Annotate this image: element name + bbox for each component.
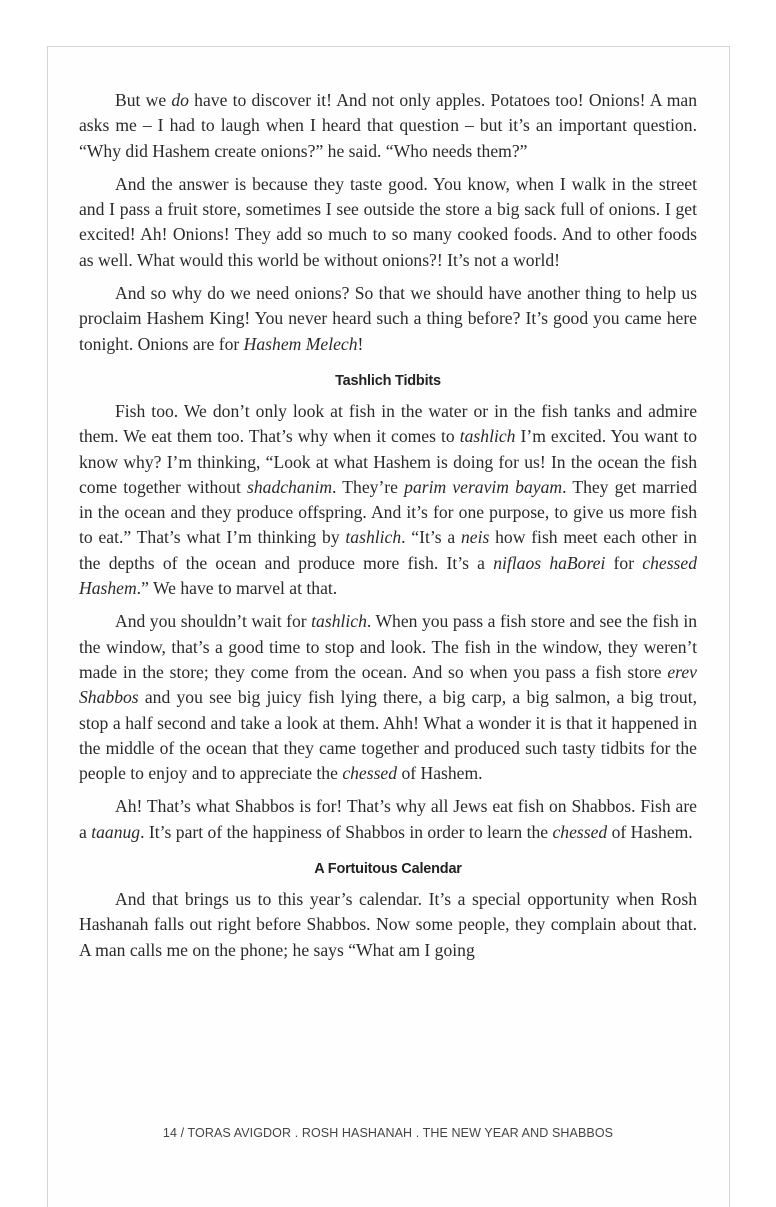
paragraph [79, 88, 697, 164]
italic-term: chessed [552, 821, 608, 842]
text-run: . They get married in the ocean and they produce offspring. And it’s for one purpose, to give us more fish to eat.” That’s what I’m thinking by [79, 476, 698, 548]
italic-term: shadchanim [247, 476, 333, 497]
text-run: And so why do we need onions? So that we should have another thing to help us proclaim Hashem King! You never heard such a thing before? It’s good you came here tonight. Onions are for [79, 283, 697, 354]
text-run: And you shouldn’t wait for [115, 611, 312, 632]
running-footer: 14 / TORAS AVIGDOR . ROSH HASHANAH . THE NEW YEAR AND SHABBOS [162, 1126, 614, 1140]
paragraph [79, 794, 697, 845]
text-run: But we [115, 90, 172, 110]
paragraph [79, 281, 697, 357]
italic-term: tashlich [459, 426, 516, 447]
italic-term: neis [460, 527, 490, 548]
paragraph [79, 172, 697, 273]
text-run: . When you pass a fish store and see the fish in the window, that’s a good time to stop and look. The fish in the window, they weren’t made in the store; they come from the ocean. And so when you pass a fish store [79, 611, 698, 682]
text-run: I’m excited. You want to know why? I’m thinking, “Look at what Hashem is doing for us! In the ocean the fish come together without [79, 426, 698, 497]
text-run: how fish meet each other in the depths of the ocean and produce more fish. It’s a [79, 527, 697, 573]
italic-term: Hashem Melech [243, 333, 358, 354]
text-run: have to discover it! And not only apples. Potatoes too! Onions! A man asks me – I had to laugh when I heard that question – but it’s an important question. “Why did Hashem create onions?” he said. “Who needs them?” [79, 90, 698, 161]
text-run: . It’s part of the happiness of Shabbos in order to learn the [140, 821, 553, 842]
text-run: Fish too. We don’t only look at fish in the water or in the fish tanks and admire them. We eat them too. That’s why when it comes to [79, 400, 697, 447]
text-run: ! [357, 333, 364, 354]
paragraph [79, 609, 697, 786]
page-body [79, 88, 697, 971]
italic-term: chessed Hashem [79, 552, 697, 599]
text-run: .” We have to marvel at that. [136, 578, 338, 599]
italic-term: erev Shabbos [79, 661, 697, 708]
section-heading: Tashlich Tidbits [335, 372, 441, 389]
italic-term: do [171, 90, 189, 110]
text-run: and you see big juicy fish lying there, a big carp, a big salmon, a big trout, stop a half second and take a look at them. Ahh! What a wonder it is that it happened in the middle of the ocean that they came together and produced such tasty tidbits for the people to enjoy and to appreciate the [79, 687, 697, 784]
text-run: of Hashem. [397, 763, 483, 784]
italic-term: chessed [342, 763, 398, 784]
paragraph [79, 887, 697, 963]
text-run: . “It’s a [401, 527, 461, 548]
text-run: Ah! That’s what Shabbos is for! That’s why all Jews eat fish on Shabbos. Fish are a [79, 796, 697, 842]
italic-term: tashlich [311, 611, 367, 632]
italic-term: tashlich [345, 527, 402, 548]
italic-term: niflaos haBorei [493, 552, 606, 573]
text-run: of Hashem. [607, 821, 693, 842]
text-run: And the answer is because they taste good. You know, when I walk in the street and I pass a fruit store, sometimes I see outside the store a big sack full of onions. I get excited! Ah! Onions! They add so much to so many cooked foods. And to other foods as well. What would this world be without onions?! It’s not a world! [79, 173, 697, 270]
text-run: . They’re [332, 476, 405, 497]
text-run: for [605, 552, 643, 573]
section-heading: A Fortuitous Calendar [314, 861, 462, 878]
italic-term: taanug [91, 821, 141, 842]
paragraph [79, 399, 697, 601]
italic-term: parim veravim bayam [404, 476, 563, 497]
text-run: And that brings us to this year’s calendar. It’s a special opportunity when Rosh Hashanah falls out right before Shabbos. Now some people, they complain about that. A man calls me on the phone; he says “What am I going [79, 889, 697, 960]
